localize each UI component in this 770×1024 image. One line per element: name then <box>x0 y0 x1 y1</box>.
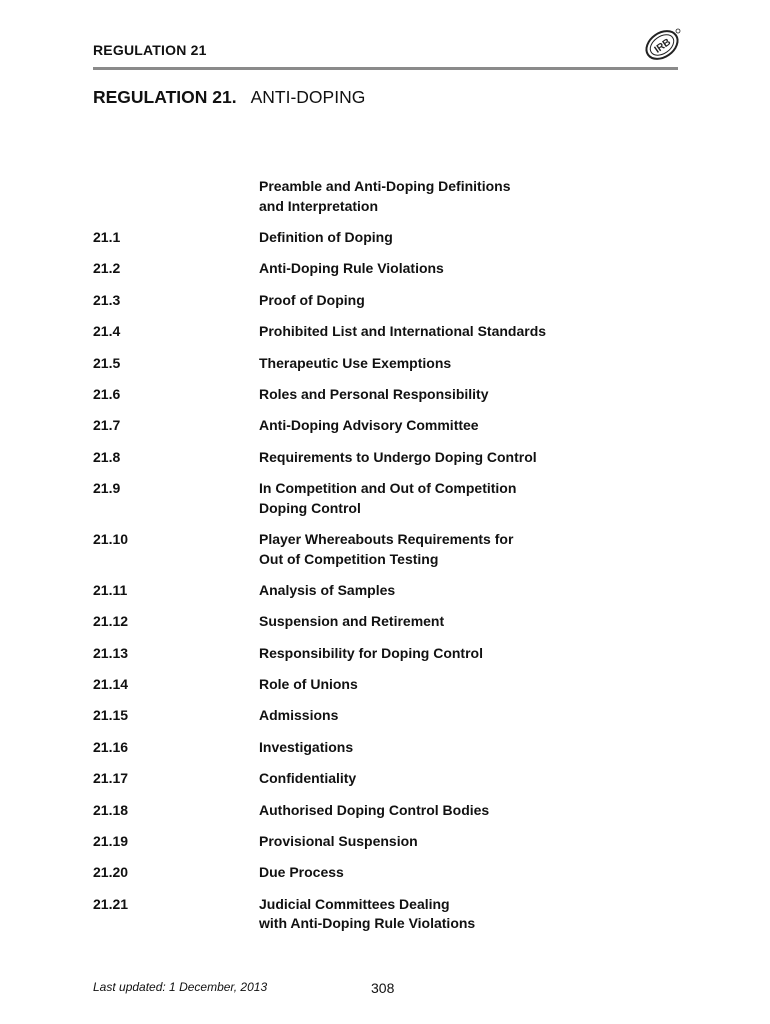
toc-entry-number: 21.4 <box>93 323 121 340</box>
header-divider <box>93 67 678 70</box>
toc-entry-title: Prohibited List and International Standards <box>259 323 547 340</box>
preamble-title: Preamble and Anti-Doping Definitions and Interpretation <box>259 178 511 214</box>
toc-entry <box>93 863 653 883</box>
table-of-contents <box>93 228 653 946</box>
toc-entry <box>93 259 653 279</box>
toc-entry-title: Suspension and Retirement <box>259 613 445 630</box>
toc-entry-number: 21.13 <box>93 644 129 661</box>
toc-entry <box>93 612 653 632</box>
toc-entry-title: Definition of Doping <box>259 229 393 245</box>
toc-entry-title: Confidentiality <box>259 770 357 787</box>
toc-entry-number: 21.7 <box>93 417 121 434</box>
toc-entry-title: Analysis of Samples <box>259 581 396 598</box>
toc-entry-number: 21.12 <box>93 613 129 630</box>
toc-entry-title: Anti-Doping Rule Violations <box>259 260 444 277</box>
toc-entry <box>93 416 653 436</box>
toc-entry-title: Player Whereabouts Requirements for Out of Competition Testing <box>259 531 514 567</box>
toc-entry-number: 21.2 <box>93 260 121 277</box>
toc-entry-title: Therapeutic Use Exemptions <box>259 354 452 371</box>
toc-entry <box>93 448 653 468</box>
toc-entry-number: 21.8 <box>93 448 121 465</box>
header-title: REGULATION 21 <box>93 42 207 58</box>
toc-entry-title: Role of Unions <box>259 676 358 693</box>
regulation-name: ANTI-DOPING <box>250 87 366 107</box>
toc-entry-title: Roles and Personal Responsibility <box>259 385 489 402</box>
toc-entry-number: 21.15 <box>93 707 129 724</box>
toc-entry-title: Authorised Doping Control Bodies <box>259 801 490 818</box>
toc-entry <box>93 895 653 934</box>
page-number: 308 <box>371 980 395 996</box>
toc-entry-number: 21.16 <box>93 738 129 755</box>
regulation-number: REGULATION 21. <box>93 87 237 107</box>
toc-entry <box>93 738 653 758</box>
toc-entry <box>93 228 653 248</box>
toc-entry-number: 21.6 <box>93 385 121 402</box>
toc-entry <box>93 675 653 695</box>
toc-entry <box>93 801 653 821</box>
toc-entry-title: Anti-Doping Advisory Committee <box>259 417 479 434</box>
toc-entry-title: Investigations <box>259 738 354 755</box>
toc-entry <box>93 581 653 601</box>
page-title <box>93 87 365 108</box>
toc-entry-number: 21.10 <box>93 531 129 548</box>
toc-entry-title: Requirements to Undergo Doping Control <box>259 448 537 465</box>
toc-entry <box>93 832 653 852</box>
toc-entry-number: 21.17 <box>93 770 129 787</box>
toc-entry-title: Admissions <box>259 707 339 724</box>
toc-entry-title: Provisional Suspension <box>259 833 418 850</box>
toc-entry <box>93 706 653 726</box>
toc-entry-title: Responsibility for Doping Control <box>259 644 483 661</box>
toc-entry-number: 21.20 <box>93 864 129 881</box>
toc-entry-number: 21.11 <box>93 581 128 598</box>
toc-entry-title: Due Process <box>259 864 344 881</box>
toc-entry <box>93 322 653 342</box>
toc-entry-number: 21.9 <box>93 480 121 497</box>
toc-entry <box>93 291 653 311</box>
toc-entry-number: 21.19 <box>93 833 129 850</box>
toc-entry <box>93 354 653 374</box>
toc-entry-number: 21.18 <box>93 801 129 818</box>
toc-entry <box>93 769 653 789</box>
toc-entry-title: Proof of Doping <box>259 291 365 308</box>
toc-entry <box>93 644 653 664</box>
logo-text: IRB <box>652 36 674 56</box>
toc-entry-number: 21.5 <box>93 354 121 371</box>
toc-entry <box>93 385 653 405</box>
toc-entry-number: 21.3 <box>93 291 121 308</box>
toc-entry-title: Judicial Committees Dealing with Anti-Doping Rule Violations <box>259 895 476 932</box>
toc-entry <box>93 530 653 569</box>
toc-entry-number: 21.21 <box>93 895 129 912</box>
irb-logo-icon <box>640 22 684 66</box>
footer-last-updated: Last updated: 1 December, 2013 <box>93 980 268 994</box>
toc-entry <box>93 479 653 518</box>
toc-entry-title: In Competition and Out of Competition Doping Control <box>259 480 517 516</box>
toc-entry-number: 21.1 <box>93 229 121 245</box>
toc-entry-number: 21.14 <box>93 676 129 693</box>
